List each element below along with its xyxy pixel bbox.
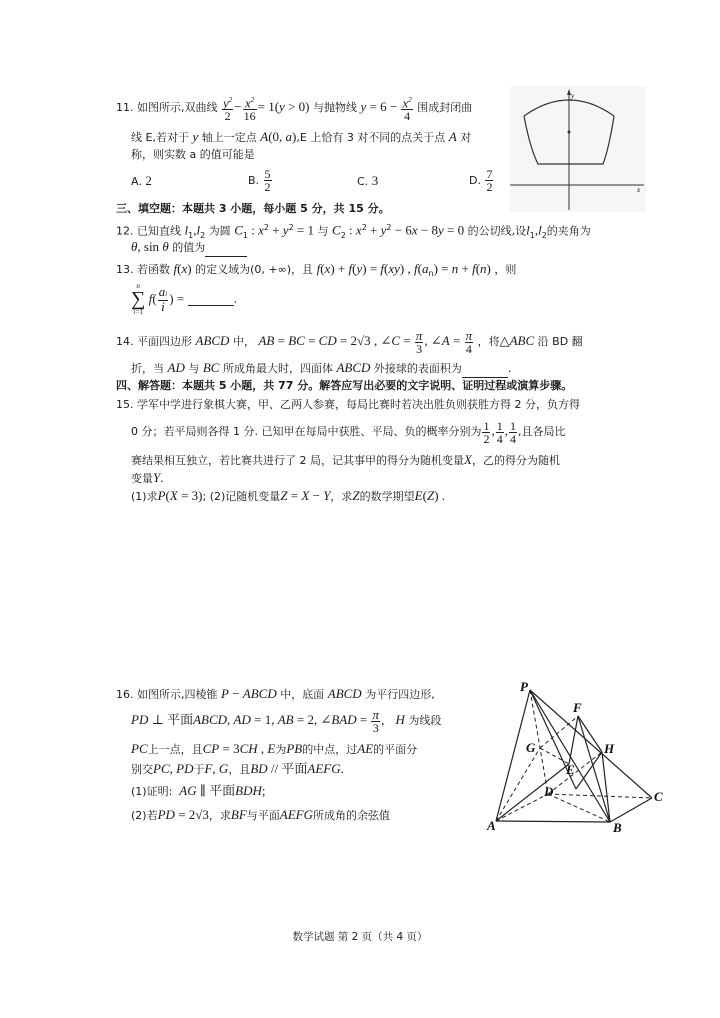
- point-label-e: E: [566, 762, 575, 777]
- q15-line3: 赛结果相互独立，若比赛共进行了 2 局，记其事甲的得分为随机变量X，乙的得分为随机: [131, 452, 560, 467]
- point-label-c: C: [654, 789, 663, 804]
- q13-line1: 13. 若函数 f(x) 的定义域为(0, +∞)，且 f(x) + f(y) = f(xy) , $f(a_n) = n + f(n)$ ，则: [116, 261, 517, 279]
- q11-line1: 11. 如图所示,双曲线 $\frac{y^2}{2}$ − $\frac{x^2}{16}$ = 1(y > 0) 与抛物线 y = 6 − $\frac{x^2}{4}$ 围成封闭曲: [116, 95, 473, 124]
- svg-text:x: x: [637, 186, 641, 194]
- option-c: C. 3: [357, 173, 379, 188]
- q12-line2: θ, sin θ 的值为: [131, 238, 247, 257]
- answer-blank[interactable]: [188, 293, 234, 306]
- option-a: A. 2: [131, 173, 152, 188]
- point-label-g: G: [526, 740, 536, 755]
- q16-part1: (1)证明: AG ∥ 平面BDH;: [131, 783, 266, 798]
- q16-line2: PD ⊥ 平面ABCD, AD = 1, AB = 2, ∠BAD = $\frac{\pi}{3}$ ， H 为线段: [131, 706, 442, 735]
- point-label-b: B: [613, 820, 622, 835]
- q16-line3: PC上一点，且CP = 3CH , E为PB的中点，过AE的平面分: [131, 741, 418, 756]
- q16-line4: 别交PC, PD于F, G，且BD // 平面AEFG.: [131, 761, 344, 776]
- q16-part2: (2)若PD = 2√3，求BF与平面AEFG所成角的余弦值: [131, 807, 391, 822]
- answer-blank[interactable]: [205, 244, 247, 257]
- point-label-f: F: [573, 700, 582, 715]
- point-label-h: H: [604, 741, 615, 756]
- q15-line1: 15. 学军中学进行象棋大赛，甲、乙两人参赛，每局比赛时若决出胜负则获胜方得 2 分，负方得: [116, 398, 580, 411]
- option-d: D. $\frac{7}{2}$: [469, 167, 493, 194]
- q16-pyramid-figure: [486, 674, 676, 842]
- formula: $\frac{y^2}{2}$: [223, 95, 233, 124]
- q13-summation: n ∑ i=1 f( $\frac{ai}{i}$ ) = .: [131, 282, 238, 316]
- q11-number: 11.: [116, 101, 134, 114]
- q14-line2: 折，当 AD 与 BC 所成角最大时，四面体 ABCD 外接球的表面积为 .: [131, 359, 511, 378]
- section-3-heading: 三、填空题：本题共 3 小题，每小题 5 分，共 15 分。: [116, 202, 390, 215]
- section-4-heading: 四、解答题：本题共 5 小题，共 77 分。解答应写出必要的文字说明、证明过程或演算步骤。: [116, 379, 573, 392]
- q15-line4: 变量Y.: [131, 470, 164, 485]
- q11-options: [131, 168, 511, 200]
- formula: $\frac{x^2}{16}$: [243, 95, 256, 124]
- q11-figure: [510, 86, 646, 212]
- point-label-d: D: [544, 784, 554, 799]
- option-b: B. $\frac{5}{2}$: [248, 167, 271, 194]
- page-footer: 数学试题 第 2 页（共 4 页）: [292, 931, 428, 943]
- svg-text:y: y: [571, 92, 575, 100]
- point-label-p: P: [520, 679, 528, 694]
- q16-line1: 16. 如图所示,四棱锥 P − ABCD 中，底面 ABCD 为平行四边形,: [116, 686, 435, 701]
- q11-line2: 线 E,若对于 y 轴上一定点 A(0, a),E 上恰有 3 对不同的点关于点 A 对: [131, 129, 472, 144]
- q15-line5: (1)求P(X = 3); (2)记随机变量Z = X − Y，求Z的数学期望E(Z) .: [131, 488, 446, 503]
- q14-line1: 14. 平面四边形 ABCD 中， AB = BC = CD = 2√3 , ∠C = $\frac{\pi}{3}$ , ∠A = $\frac{\pi}{4}$ ，将△ABC 沿 BD 翻: [116, 327, 583, 356]
- q12-line1: 12. 已知直线 $l_1,l_2$ 为圆 $C_1$ : $x^2 + y^2 = 1$ 与 $C_2$ : $x^2 + y^2 - 6x - 8y = 0$ 的公切线,设$l_1,l_2$的夹角为: [116, 222, 591, 240]
- q15-line2: 0 分；若平局则各得 1 分. 已知甲在每局中获胜、平局、负的概率分别为 $\frac{1}{2}$ , $\frac{1}{4}$ , $\frac{1}{4}$ ,且各局比: [131, 418, 566, 446]
- point-label-a: A: [487, 818, 496, 833]
- q11-line3: 称，则实数 a 的值可能是: [131, 148, 255, 161]
